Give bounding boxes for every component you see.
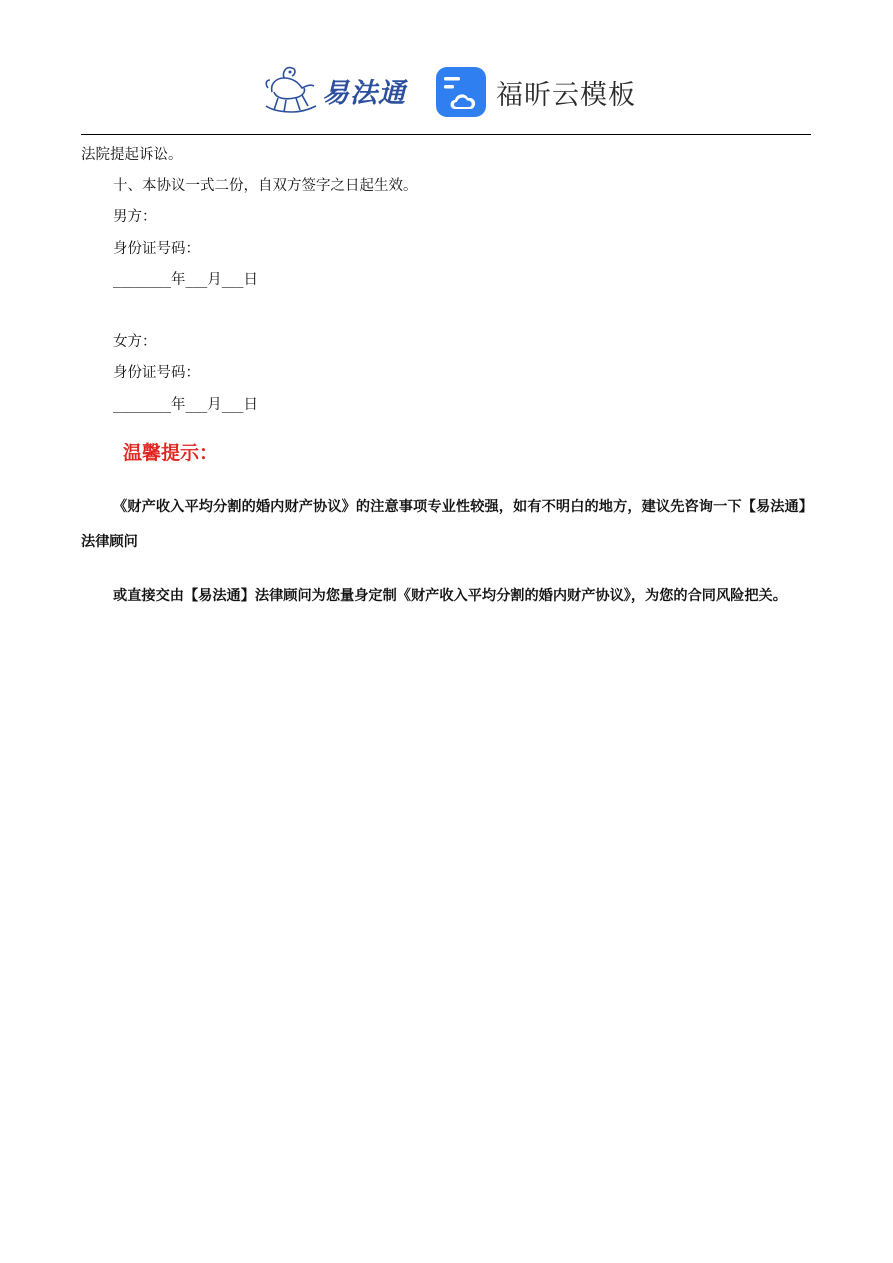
male-date-line: ________年___月___日 — [113, 271, 258, 288]
logo-right-text: 福昕云模板 — [496, 79, 636, 111]
logo-left-text: 易法通 — [322, 77, 406, 109]
cloud-doc-icon — [436, 67, 486, 117]
tips-title: 温馨提示： — [123, 441, 219, 464]
document-body — [81, 144, 813, 614]
clause-ten: 十、本协议一式二份，自双方签字之日起生效。 — [113, 178, 418, 195]
female-id-label: 身份证号码： — [113, 365, 200, 382]
yifatong-logo — [262, 62, 412, 118]
male-id-label: 身份证号码： — [113, 240, 200, 257]
blank-line — [81, 300, 813, 331]
text-line: 法院提起诉讼。 — [81, 147, 183, 163]
page-header — [0, 0, 893, 136]
tips-paragraph-1: 《财产收入平均分割的婚内财产协议》的注意事项专业性较强，如有不明白的地方，建议先咨询一下【易法通】法律顾问 — [81, 498, 813, 550]
foxit-cloud-logo — [436, 66, 636, 118]
male-party-label: 男方： — [113, 209, 157, 226]
header-divider — [81, 134, 811, 135]
female-party-label: 女方： — [113, 334, 157, 351]
female-date-line: ________年___月___日 — [113, 396, 258, 413]
tips-paragraph-2: 或直接交由【易法通】法律顾问为您量身定制《财产收入平均分割的婚内财产协议》，为您的合同风险把关。 — [113, 587, 787, 604]
qilin-icon — [262, 62, 320, 118]
